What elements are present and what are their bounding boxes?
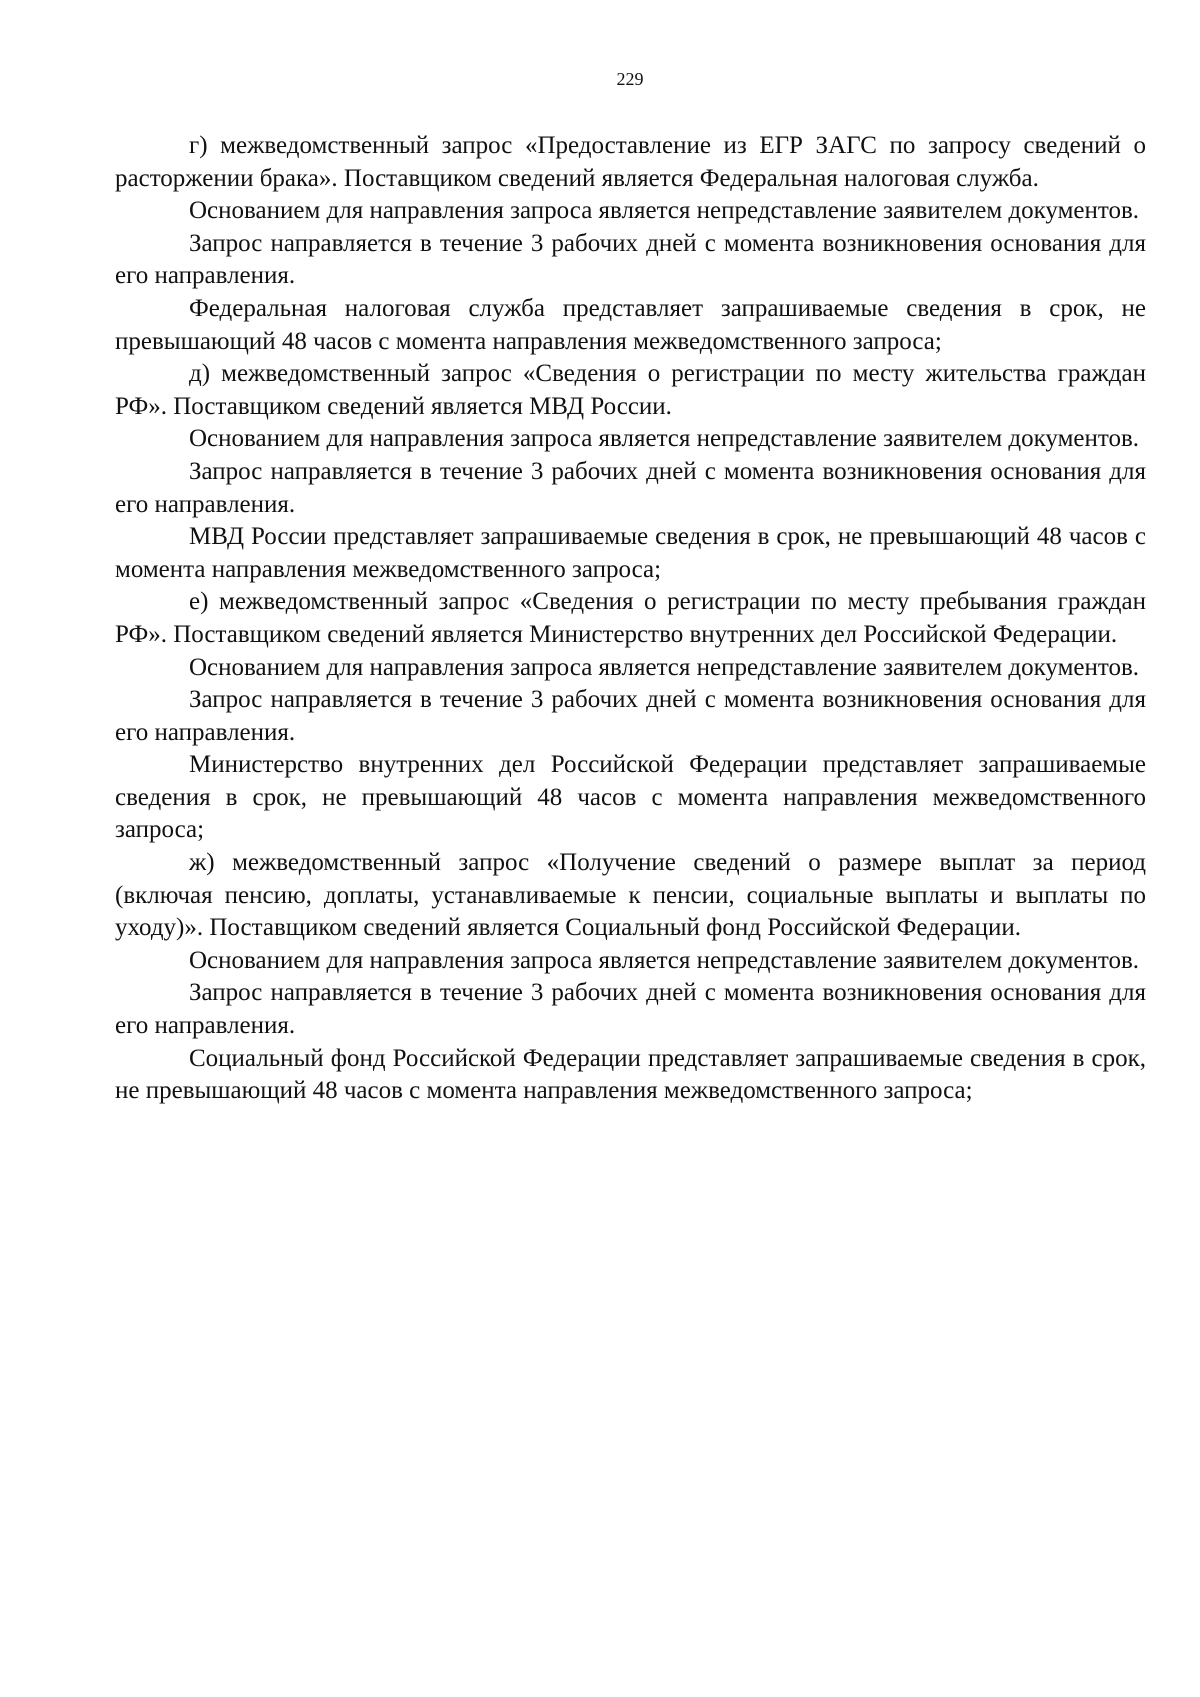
paragraph-g-request: г) межведомственный запрос «Предоставление из ЕГР ЗАГС по запросу сведений о расторжении брака». Поставщиком сведений является Федеральная налоговая служба.	[115, 132, 1146, 192]
paragraph-e-basis: Основанием для направления запроса является непредставление заявителем документов.	[189, 653, 1140, 681]
paragraph-g-response: Федеральная налоговая служба представляет запрашиваемые сведения в срок, не превышающий 48 часов с момента направления межведомственного запроса;	[115, 294, 1146, 355]
paragraph-d-response: МВД России представляет запрашиваемые сведения в срок, не превышающий 48 часов с момента направления межведомственного запроса;	[115, 523, 1146, 583]
paragraph-zh-basis: Основанием для направления запроса является непредставление заявителем документов.	[189, 946, 1140, 974]
paragraph-zh-response: Социальный фонд Российской Федерации представляет запрашиваемые сведения в срок, не превышающий 48 часов с момента направления межведомственного запроса;	[115, 1044, 1146, 1105]
paragraph-zh-deadline: Запрос направляется в течение 3 рабочих дней с момента возникновения основания для его направления.	[115, 979, 1146, 1040]
paragraph-e-deadline: Запрос направляется в течение 3 рабочих дней с момента возникновения основания для его направления.	[115, 686, 1146, 746]
paragraph-g-deadline: Запрос направляется в течение 3 рабочих дней с момента возникновения основания для его направления.	[115, 229, 1146, 290]
paragraph-e-response: Министерство внутренних дел Российской Федерации представляет запрашиваемые сведения в срок, не превышающий 48 часов с момента направления межведомственного запроса;	[115, 751, 1146, 844]
page-number: 229	[616, 69, 644, 89]
document-body	[115, 130, 1146, 1108]
paragraph-g-basis: Основанием для направления запроса является непредставление заявителем документов.	[189, 197, 1140, 225]
paragraph-zh-request: ж) межведомственный запрос «Получение сведений о размере выплат за период (включая пенсию, доплаты, устанавливаемые к пенсии, социальные выплаты и выплаты по уходу)». Поставщиком сведений является Социальный фонд Российской Федерации.	[115, 849, 1146, 942]
paragraph-d-basis: Основанием для направления запроса является непредставление заявителем документов.	[189, 425, 1140, 453]
paragraph-d-deadline: Запрос направляется в течение 3 рабочих дней с момента возникновения основания для его направления.	[115, 457, 1146, 518]
paragraph-d-request: д) межведомственный запрос «Сведения о регистрации по месту жительства граждан РФ». Поставщиком сведений является МВД России.	[115, 360, 1146, 420]
paragraph-e-request: е) межведомственный запрос «Сведения о регистрации по месту пребывания граждан РФ». Поставщиком сведений является Министерство внутренних дел Российской Федерации.	[115, 588, 1146, 648]
